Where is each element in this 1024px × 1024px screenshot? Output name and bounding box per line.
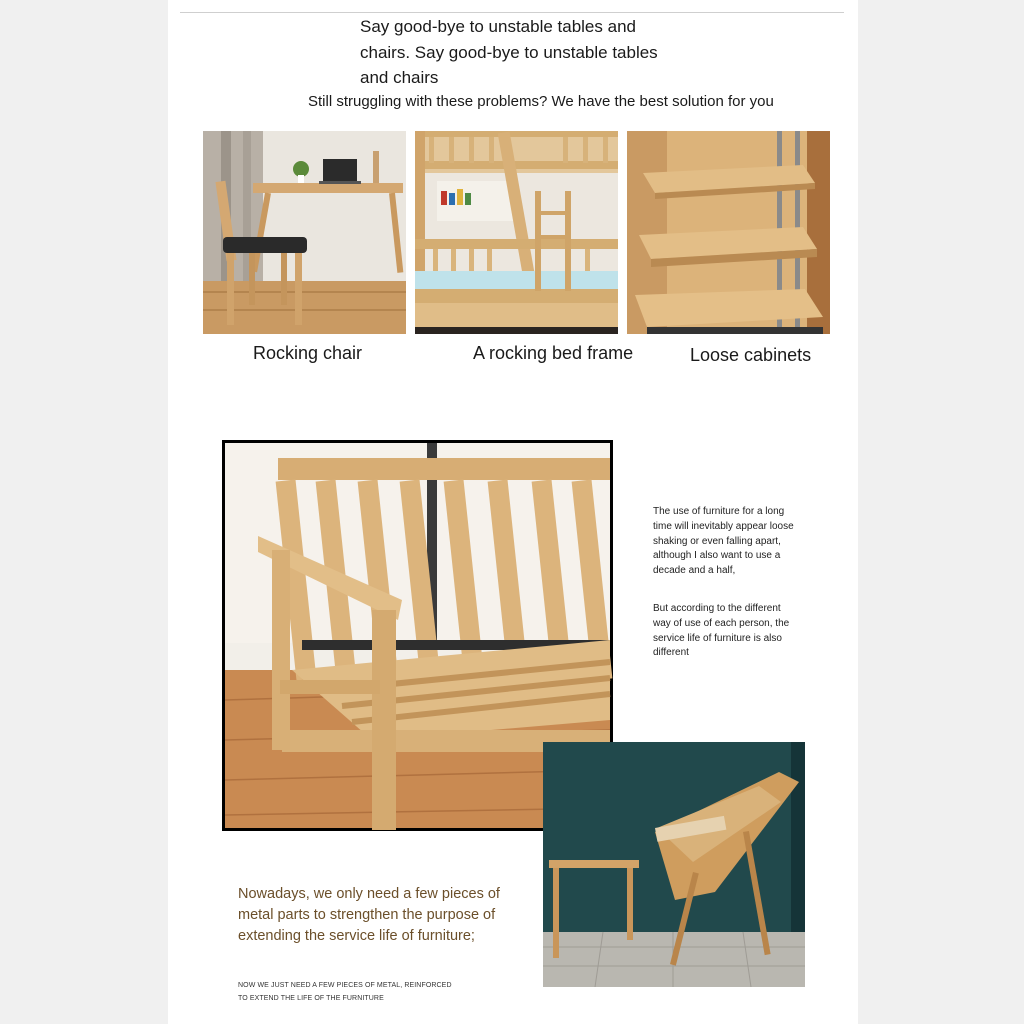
bottom-main-text: Nowadays, we only need a few pieces of metal parts to strengthen the purpose of extending the service life of furniture; [238,886,500,944]
headline-title: Say good-bye to unstable tables and chairs. Say good-bye to unstable tables and chairs [360,17,658,87]
teal-wall-chairs-photo [543,742,805,987]
top-divider [180,12,844,13]
right-margin [858,0,1024,1024]
bunk-bed-photo [415,131,618,334]
bottom-caps-text: NOW WE JUST NEED A FEW PIECES OF METAL, REINFORCED TO EXTEND THE LIFE OF THE FURNITURE [238,982,452,1002]
caption-loose-cabinets: Loose cabinets [690,345,812,365]
left-margin [0,0,168,1024]
caption-rocking-chair: Rocking chair [253,343,363,363]
desk-chair-photo [203,131,406,334]
side-paragraph-2: But according to the different way of use of each person, the service life of furniture is also different [653,603,790,659]
shelf-photo [627,131,830,334]
side-paragraph-1: The use of furniture for a long time will inevitably appear loose shaking or even falling apart, although I also want to use a decade and a half, [653,506,794,577]
headline-subtitle: Still struggling with these problems? We have the best solution for you [308,93,774,110]
caption-bed-frame: A rocking bed frame [473,343,634,363]
